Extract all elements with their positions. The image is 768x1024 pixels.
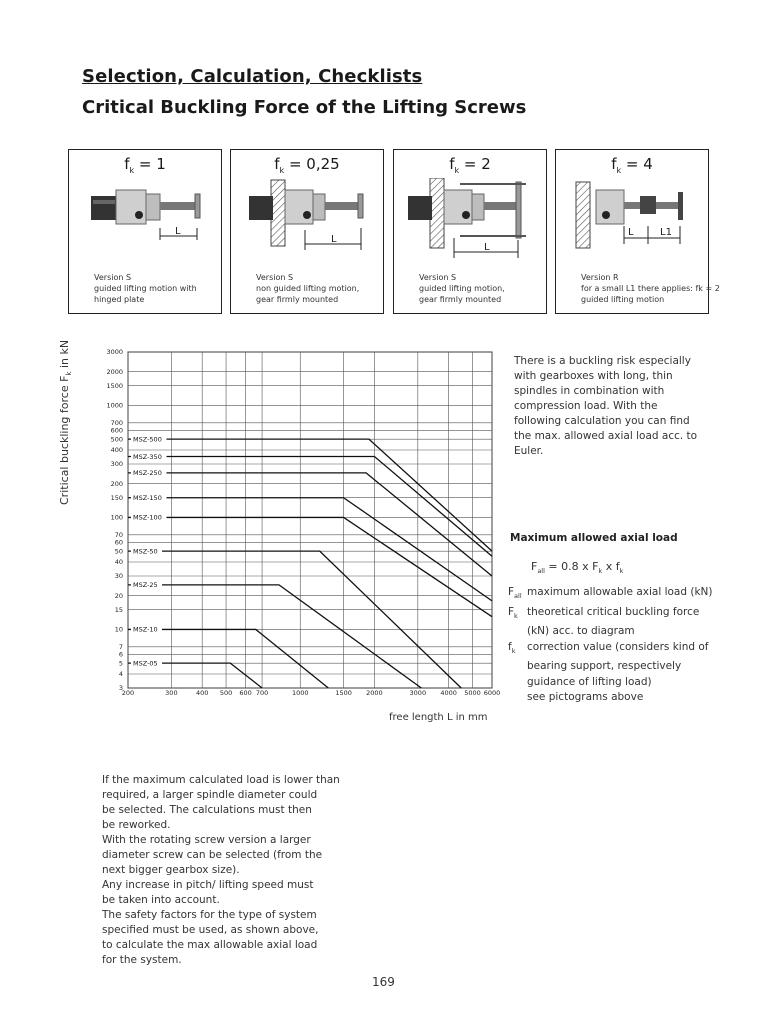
y-tick-label: 40	[114, 558, 123, 567]
def-fk-correction: $f_k$ correction value (considers kind of	[508, 640, 709, 655]
x-tick-label: 500	[219, 689, 233, 697]
x-tick-label: 1500	[335, 689, 352, 697]
svg-text:L: L	[628, 227, 634, 238]
x-tick-label: 300	[165, 689, 178, 697]
pictogram-fk-2	[393, 149, 547, 314]
y-tick-label: 3	[118, 684, 123, 693]
selection-notes: If the maximum calculated load is lower than required, a larger spindle diameter could be selected. The calculations must then be reworked. With the rotating screw version a larger diameter screw can be selected (from the next bigger gearbox size). Any increase in pitch/ lifting speed must be taken into account. The safety factors for the type of system specified must be used, as shown above, to calculate the max allowable axial load for the system.	[102, 774, 340, 966]
def-f-k: $F_k$ theoretical critical buckling force	[508, 605, 700, 620]
section-title: Selection, Calculation, Checklists	[82, 66, 423, 87]
y-tick-label: 5	[118, 659, 123, 668]
x-tick-label: 6000	[483, 689, 500, 697]
y-tick-label: 300	[110, 460, 123, 469]
pictogram-fk-1	[68, 149, 222, 314]
y-tick-label: 7	[118, 642, 123, 651]
y-tick-label: 4	[118, 670, 123, 679]
pictogram-caption: Version S guided lifting motion, gear firmly mounted	[419, 273, 505, 304]
def-f-all: $F_{all}$ maximum allowable axial load (kN)	[508, 586, 713, 601]
series-label: MSZ-25	[133, 581, 158, 590]
y-tick-label: 15	[114, 605, 123, 614]
symbol-definitions: $F_{all}$ maximum allowable axial load (kN) $F_k$ theoretical critical buckling force (kN) acc. to diagram $f_k$ correction value (considers kind of bearing support, respectively guidance of lifting load) see pictograms above	[508, 585, 718, 706]
series-label: MSZ-350	[133, 452, 162, 461]
page-number: 169	[372, 975, 395, 989]
y-tick-label: 6	[118, 650, 123, 659]
series-label: MSZ-05	[133, 659, 158, 668]
fk-label: $f_k = 2$	[449, 155, 491, 175]
svg-text:L1: L1	[660, 227, 672, 238]
page-title: Critical Buckling Force of the Lifting Screws	[82, 97, 527, 118]
pictogram-caption: Version S non guided lifting motion, gear firmly mounted	[256, 273, 360, 304]
gearbox-drawing-icon	[231, 178, 383, 268]
pictogram-caption: Version R for a small L1 there applies: fk = 2 guided lifting motion	[581, 273, 720, 304]
y-axis-label: Critical buckling force $F_k$ in kN	[58, 339, 74, 505]
y-tick-label: 600	[110, 426, 123, 435]
y-tick-label: 3000	[106, 348, 123, 357]
fk-label: $f_k = 0,25$	[274, 155, 340, 175]
gearbox-drawing-icon	[556, 178, 708, 268]
y-tick-label: 20	[114, 591, 123, 600]
y-tick-label: 500	[110, 435, 123, 444]
y-tick-label: 50	[114, 547, 123, 556]
fk-label: $f_k = 1$	[124, 155, 166, 175]
buckling-risk-note: There is a buckling risk especially with gearboxes with long, thin spindles in combination with compression load. With the following calculation you can find the max. allowed axial load acc. to Euler.	[514, 355, 698, 457]
y-tick-label: 400	[110, 446, 123, 455]
y-tick-label: 30	[114, 572, 123, 581]
y-tick-label: 150	[110, 493, 123, 502]
series-label: MSZ-150	[133, 494, 162, 503]
pictogram-fk-4	[555, 149, 720, 314]
max-load-heading: Maximum allowed axial load	[510, 532, 678, 544]
svg-text:L: L	[484, 242, 490, 253]
x-tick-label: 600	[239, 689, 252, 697]
y-tick-label: 100	[110, 513, 123, 522]
x-tick-label: 400	[195, 689, 209, 697]
series-label: MSZ-100	[133, 513, 162, 522]
x-tick-label: 5000	[464, 689, 481, 697]
svg-text:L: L	[175, 226, 181, 237]
series-label: MSZ-10	[133, 625, 158, 634]
x-tick-label: 700	[255, 689, 269, 697]
pictogram-caption: Version S guided lifting motion with hinged plate	[94, 273, 197, 304]
x-axis-label: free length L in mm	[389, 712, 488, 723]
y-tick-label: 60	[114, 538, 123, 547]
y-tick-label: 2000	[106, 367, 123, 376]
y-tick-label: 10	[114, 625, 123, 634]
pictogram-fk-025	[230, 149, 384, 314]
y-tick-label: 70	[114, 530, 123, 539]
plot-frame	[128, 352, 492, 688]
y-tick-label: 1000	[106, 401, 123, 410]
x-tick-label: 2000	[366, 689, 383, 697]
fk-label: $f_k = 4$	[611, 155, 653, 175]
series-label: MSZ-500	[133, 435, 162, 444]
x-tick-label: 200	[121, 689, 135, 697]
buckling-chart	[80, 345, 500, 705]
x-tick-label: 1000	[291, 689, 309, 697]
y-tick-label: 200	[110, 479, 123, 488]
series-label: MSZ-50	[133, 547, 158, 556]
x-tick-label: 4000	[440, 689, 457, 697]
y-tick-label: 700	[110, 418, 123, 427]
gearbox-drawing-icon	[394, 178, 546, 268]
max-load-formula: $F_{all} = 0.8$ x $F_k$ x $f_k$	[531, 560, 624, 576]
svg-text:L: L	[331, 234, 337, 245]
gearbox-drawing-icon	[69, 178, 221, 268]
x-tick-label: 3000	[409, 689, 427, 697]
chart-grid	[128, 352, 492, 688]
series-label: MSZ-250	[133, 469, 162, 478]
y-tick-label: 1500	[106, 381, 123, 390]
